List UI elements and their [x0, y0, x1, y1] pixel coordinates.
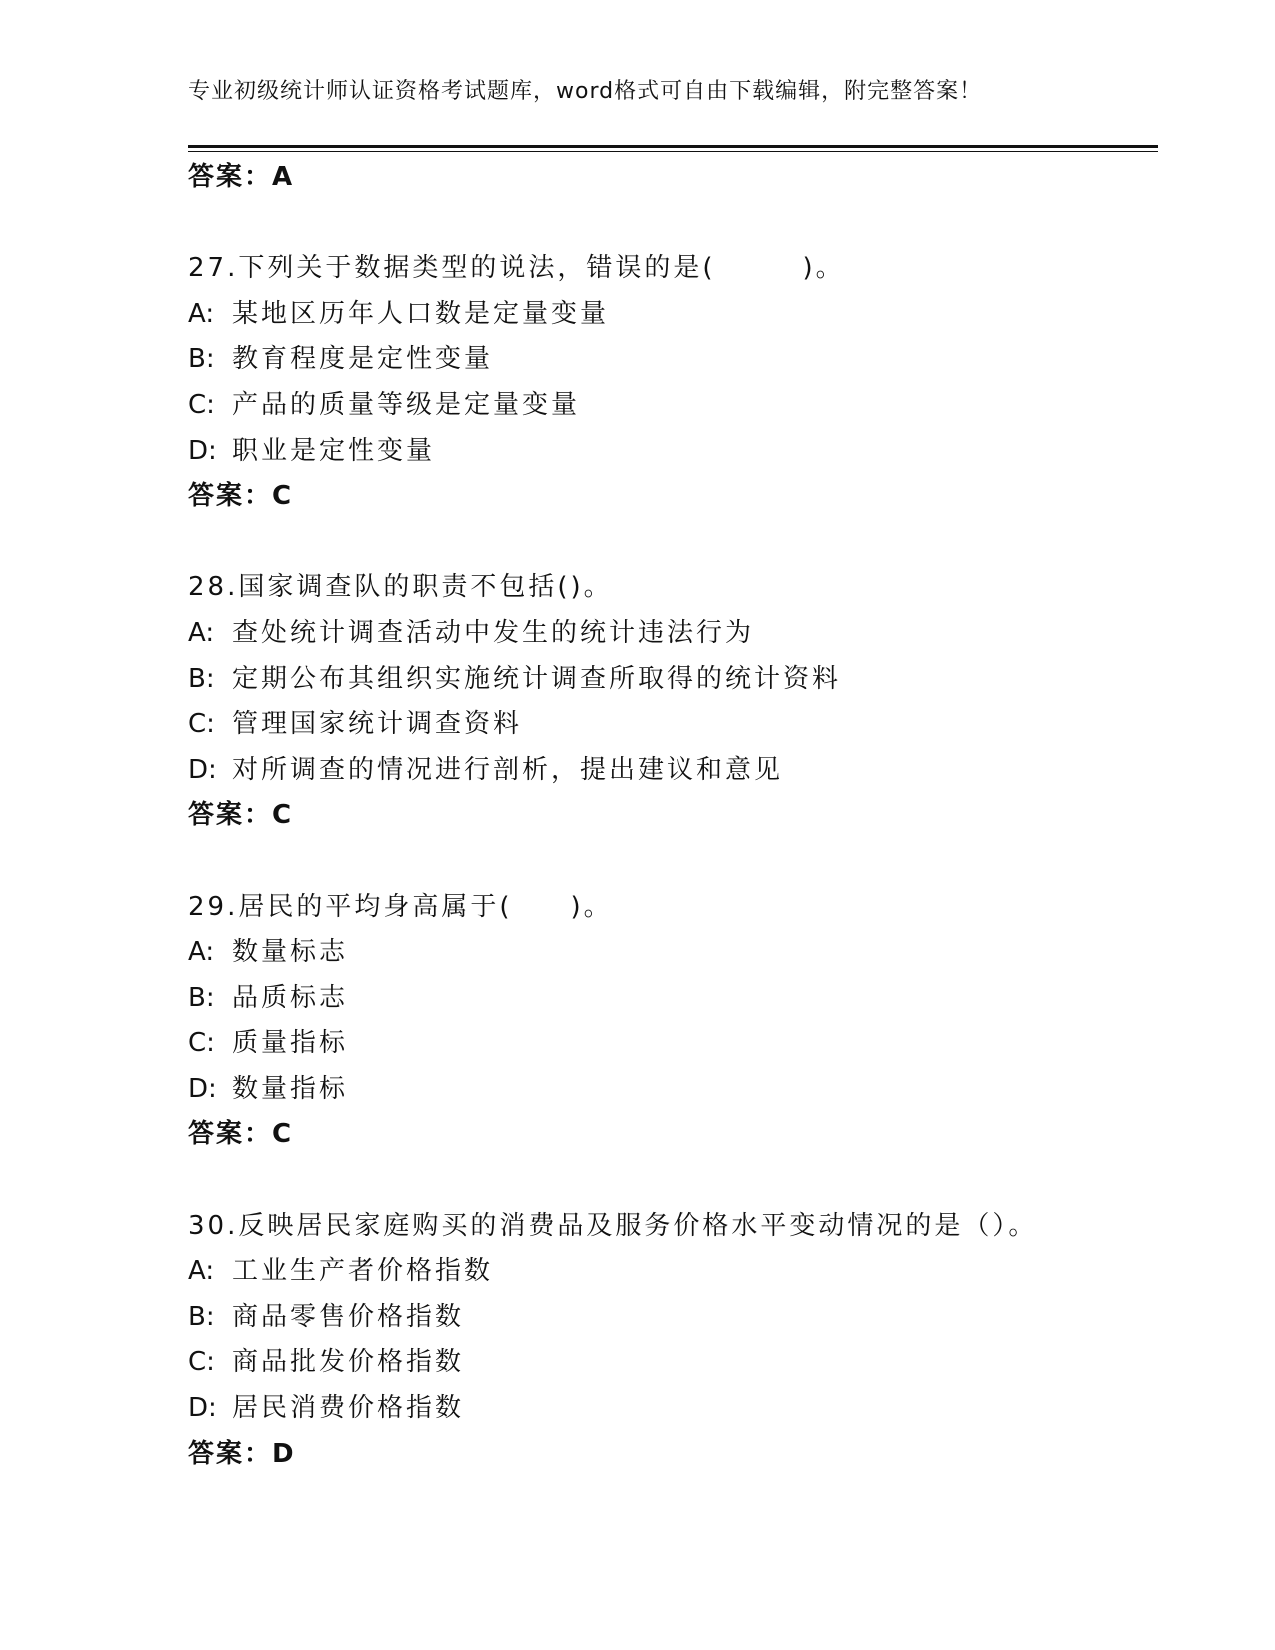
option-key: B: — [188, 982, 215, 1013]
option-c — [188, 702, 1168, 748]
option-text: 某地区历年人口数是定量变量 — [232, 298, 610, 329]
option-text: 教育程度是定性变量 — [232, 344, 494, 375]
question-block-29 — [188, 885, 1168, 1159]
option-key: B: — [188, 344, 215, 375]
option-text: 查处统计调查活动中发生的统计违法行为 — [232, 617, 755, 648]
header-rule-thick — [188, 145, 1158, 148]
option-key: D: — [188, 435, 217, 466]
option-key: A: — [188, 1256, 215, 1287]
option-text: 数量标志 — [232, 937, 349, 968]
option-d — [188, 429, 1168, 475]
option-text: 职业是定性变量 — [232, 435, 436, 466]
option-c — [188, 1021, 1168, 1067]
spacer — [188, 839, 1168, 885]
option-b — [188, 657, 1168, 703]
option-d — [188, 748, 1168, 794]
previous-answer: 答案：A — [188, 162, 295, 192]
option-key: D: — [188, 1073, 217, 1104]
question-block-30 — [188, 1204, 1168, 1478]
option-text: 商品批发价格指数 — [232, 1347, 465, 1378]
option-key: A: — [188, 298, 215, 329]
option-text: 定期公布其组织实施统计调查所取得的统计资料 — [232, 663, 842, 694]
option-c — [188, 383, 1168, 429]
option-text: 商品零售价格指数 — [232, 1301, 465, 1332]
option-a — [188, 611, 1168, 657]
option-d — [188, 1067, 1168, 1113]
question-list — [188, 155, 1168, 1477]
page-header: 专业初级统计师认证资格考试题库，word格式可自由下载编辑，附完整答案！ — [188, 79, 983, 104]
question-stem: 28.国家调查队的职责不包括()。 — [188, 572, 613, 603]
option-key: A: — [188, 937, 215, 968]
option-key: A: — [188, 617, 215, 648]
answer-line: 答案：C — [188, 481, 294, 512]
option-key: C: — [188, 1347, 215, 1378]
option-text: 居民消费价格指数 — [232, 1393, 465, 1424]
option-text: 质量指标 — [232, 1028, 349, 1059]
option-text: 数量指标 — [232, 1073, 349, 1104]
option-a — [188, 1249, 1168, 1295]
spacer — [188, 520, 1168, 566]
option-text: 管理国家统计调查资料 — [232, 709, 523, 740]
option-key: B: — [188, 663, 215, 694]
option-text: 对所调查的情况进行剖析，提出建议和意见 — [232, 754, 784, 785]
question-stem: 27.下列关于数据类型的说法，错误的是( )。 — [188, 253, 845, 284]
option-key: B: — [188, 1301, 215, 1332]
option-b — [188, 337, 1168, 383]
answer-line: 答案：D — [188, 1438, 296, 1469]
question-stem: 29.居民的平均身高属于( )。 — [188, 891, 613, 922]
option-key: C: — [188, 1028, 215, 1059]
option-key: D: — [188, 754, 217, 785]
header-rule-thin — [188, 151, 1158, 152]
option-key: C: — [188, 709, 215, 740]
question-block-28 — [188, 565, 1168, 839]
option-text: 产品的质量等级是定量变量 — [232, 389, 581, 420]
spacer — [188, 201, 1168, 247]
answer-line: 答案：C — [188, 1119, 294, 1150]
option-b — [188, 976, 1168, 1022]
option-key: C: — [188, 389, 215, 420]
option-b — [188, 1295, 1168, 1341]
option-text: 品质标志 — [232, 982, 349, 1013]
question-stem: 30.反映居民家庭购买的消费品及服务价格水平变动情况的是（）。 — [188, 1210, 1038, 1241]
option-text: 工业生产者价格指数 — [232, 1256, 494, 1287]
question-block-27 — [188, 246, 1168, 520]
option-a — [188, 930, 1168, 976]
option-key: D: — [188, 1393, 217, 1424]
answer-line: 答案：C — [188, 800, 294, 831]
option-a — [188, 292, 1168, 338]
option-d — [188, 1386, 1168, 1432]
spacer — [188, 1158, 1168, 1204]
option-c — [188, 1340, 1168, 1386]
